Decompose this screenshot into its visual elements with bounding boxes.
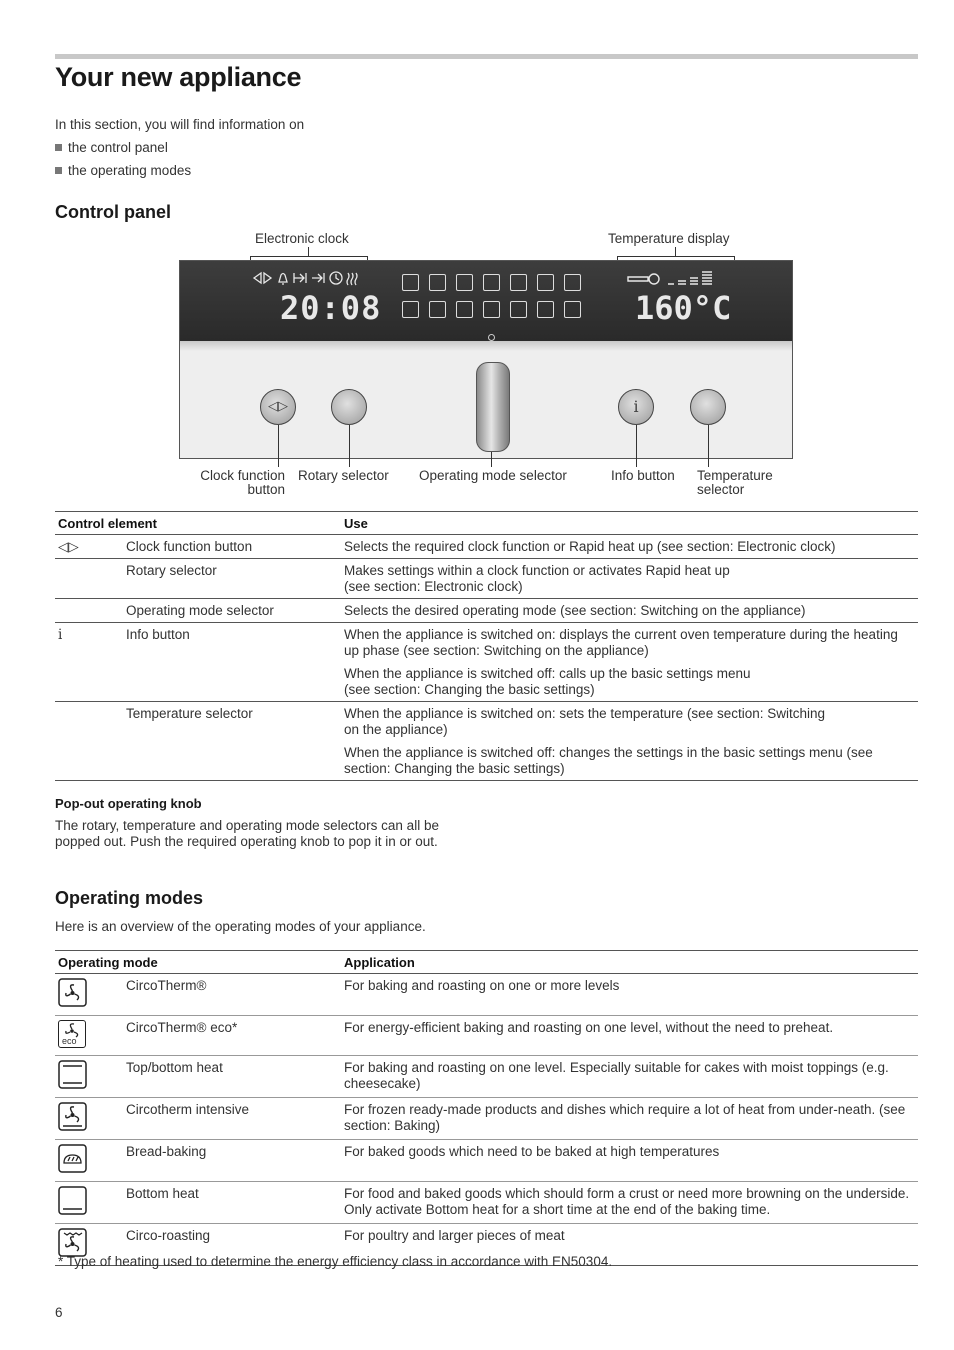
leader-line bbox=[675, 247, 676, 256]
clock-function-button-label: Clock function button bbox=[200, 468, 285, 497]
column-header: Operating mode bbox=[55, 951, 341, 974]
element-use: When the appliance is switched on: displays the current oven temperature during the heating up phase (see section: Switching on the appliance) When the appliance is switched off: calls up the basic settings menu (see section: Changing the basic settings) bbox=[341, 623, 918, 702]
icon-cell bbox=[55, 599, 123, 623]
element-name: Info button bbox=[123, 623, 341, 702]
top-bottom-heat-icon bbox=[58, 1060, 88, 1090]
column-header: Use bbox=[341, 512, 918, 535]
clock-readout: 20:08 bbox=[280, 289, 382, 327]
element-use: Selects the required clock function or Rapid heat up (see section: Electronic clock) bbox=[341, 535, 918, 559]
circotherm-eco-icon: eco bbox=[58, 1020, 86, 1048]
rotary-selector[interactable] bbox=[331, 389, 367, 425]
temperature-selector-label: Temperature selector bbox=[697, 468, 773, 497]
control-element-table bbox=[55, 511, 918, 781]
operating-mode-selector-label: Operating mode selector bbox=[419, 468, 567, 483]
element-name: Clock function button bbox=[123, 535, 341, 559]
operating-modes-table bbox=[55, 950, 918, 1266]
operating-mode-selector[interactable] bbox=[476, 362, 510, 452]
clock-arrows-icon: ◁▷ bbox=[268, 399, 288, 414]
bottom-heat-icon bbox=[58, 1186, 88, 1216]
footnote: * Type of heating used to determine the energy efficiency class in accordance with EN50304. bbox=[58, 1254, 613, 1269]
mode-name: Bread-baking bbox=[123, 1140, 341, 1182]
mode-name: Circo-roasting bbox=[123, 1224, 341, 1266]
leader-line bbox=[308, 247, 309, 256]
temperature-readout: 160°C bbox=[635, 289, 732, 327]
element-use: Makes settings within a clock function or activates Rapid heat up (see section: Electronic clock) bbox=[341, 559, 918, 599]
mode-application: For baked goods which need to be baked at high temperatures bbox=[341, 1140, 918, 1182]
icon-cell bbox=[55, 559, 123, 599]
mode-application: For food and baked goods which should form a crust or need more browning on the underside. Only activate Bottom heat for a short time at the end of the baking time. bbox=[341, 1182, 918, 1224]
temperature-selector[interactable] bbox=[690, 389, 726, 425]
mode-name: CircoTherm® eco* bbox=[123, 1016, 341, 1056]
element-use: When the appliance is switched on: sets the temperature (see section: Switching on the appliance) When the appliance is switched off: changes the settings in the basic settings menu (see section: Changing the basic settings) bbox=[341, 702, 918, 781]
element-name: Temperature selector bbox=[123, 702, 341, 781]
info-button[interactable] bbox=[618, 389, 654, 425]
mode-name: Circotherm intensive bbox=[123, 1098, 341, 1140]
popout-text: The rotary, temperature and operating mode selectors can all be popped out. Push the required operating knob to pop it in or out. bbox=[55, 818, 439, 849]
mode-application: For energy-efficient baking and roasting on one level, without the need to preheat. bbox=[341, 1016, 918, 1056]
element-use: Selects the desired operating mode (see section: Switching on the appliance) bbox=[341, 599, 918, 623]
info-button-label: Info button bbox=[611, 468, 675, 483]
key-and-level-icons bbox=[624, 269, 734, 289]
icon-cell bbox=[55, 702, 123, 781]
circotherm-icon bbox=[58, 978, 88, 1008]
operating-modes-heading: Operating modes bbox=[55, 888, 204, 908]
mode-application: For frozen ready-made products and dishes which require a lot of heat from under-neath. (see section: Baking) bbox=[341, 1098, 918, 1140]
popout-heading: Pop-out operating knob bbox=[55, 796, 202, 811]
temperature-display-label: Temperature display bbox=[608, 231, 730, 246]
circotherm-intensive-icon bbox=[58, 1102, 88, 1132]
bullet-item: the control panel bbox=[55, 140, 168, 155]
column-header: Application bbox=[341, 951, 918, 974]
mode-name: CircoTherm® bbox=[123, 974, 341, 1016]
electronic-clock-label: Electronic clock bbox=[255, 231, 349, 246]
control-panel-heading: Control panel bbox=[55, 202, 171, 222]
bullet-item: the operating modes bbox=[55, 163, 191, 178]
page-number: 6 bbox=[55, 1305, 63, 1320]
clock-function-icons bbox=[252, 269, 362, 287]
mode-application: For baking and roasting on one or more levels bbox=[341, 974, 918, 1016]
element-name: Operating mode selector bbox=[123, 599, 341, 623]
info-icon: i bbox=[55, 623, 123, 702]
operating-modes-intro: Here is an overview of the operating modes of your appliance. bbox=[55, 919, 426, 934]
intro-text: In this section, you will find information on bbox=[55, 117, 305, 132]
mode-application: For baking and roasting on one level. Especially suitable for cakes with moist toppings (e.g. cheesecake) bbox=[341, 1056, 918, 1098]
mode-name: Top/bottom heat bbox=[123, 1056, 341, 1098]
top-rule bbox=[55, 54, 918, 59]
mode-name: Bottom heat bbox=[123, 1182, 341, 1224]
column-header: Control element bbox=[55, 512, 341, 535]
clock-function-button[interactable] bbox=[260, 389, 296, 425]
mode-application: For poultry and larger pieces of meat bbox=[341, 1224, 918, 1266]
element-name: Rotary selector bbox=[123, 559, 341, 599]
clock-arrows-icon: ◁▷ bbox=[55, 535, 123, 559]
info-icon: i bbox=[633, 397, 639, 416]
rotary-selector-label: Rotary selector bbox=[298, 468, 389, 483]
bread-baking-icon bbox=[58, 1144, 88, 1174]
page-title: Your new appliance bbox=[55, 62, 302, 92]
